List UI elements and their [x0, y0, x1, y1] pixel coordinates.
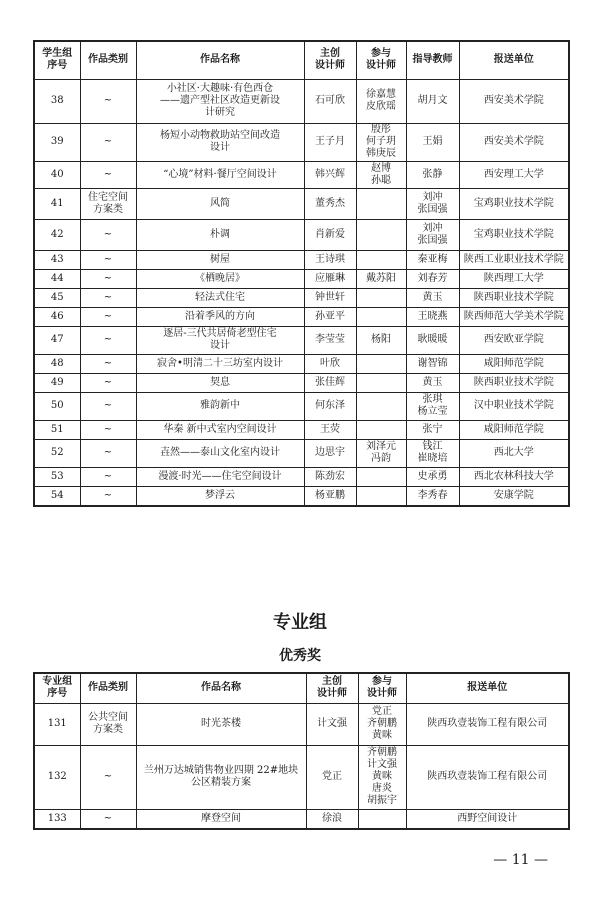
- header-cell: 主创 设计师: [306, 673, 358, 703]
- section-subtitle: 优秀奖: [279, 648, 321, 664]
- table-cell: 陕西职业技术学院: [459, 288, 569, 307]
- table-cell: ~: [80, 219, 136, 250]
- table-row: [34, 392, 569, 420]
- table-row: [34, 486, 569, 506]
- table-cell: [356, 288, 406, 307]
- table-row: [34, 439, 569, 467]
- table-cell: 边思宇: [304, 439, 356, 467]
- table-cell: 梦浮云: [136, 486, 304, 506]
- table-cell: 张静: [406, 161, 459, 188]
- table-cell: [356, 486, 406, 506]
- table-cell: 李秀春: [406, 486, 459, 506]
- table-cell: 王娟: [406, 123, 459, 161]
- table-cell: 沿着季风的方向: [136, 307, 304, 326]
- table-cell: 46: [34, 307, 80, 326]
- student-table-body: [34, 79, 569, 506]
- table-cell: 40: [34, 161, 80, 188]
- table-cell: 西北大学: [459, 439, 569, 467]
- student-award-table: [33, 40, 570, 507]
- table-cell: 秦亚梅: [406, 250, 459, 269]
- table-cell: 45: [34, 288, 80, 307]
- table-row: [34, 250, 569, 269]
- table-cell: 42: [34, 219, 80, 250]
- table-cell: 陕西理工大学: [459, 269, 569, 288]
- table-cell: 计文强: [306, 703, 358, 745]
- table-cell: 48: [34, 354, 80, 373]
- table-cell: ~: [80, 745, 136, 809]
- table-cell: ~: [80, 250, 136, 269]
- table-row: [34, 161, 569, 188]
- table-cell: 50: [34, 392, 80, 420]
- table-cell: 董秀杰: [304, 188, 356, 219]
- table-cell: ~: [80, 373, 136, 392]
- table-row: [34, 123, 569, 161]
- table-cell: 刘春芳: [406, 269, 459, 288]
- table-cell: 风简: [136, 188, 304, 219]
- table-cell: 陕西职业技术学院: [459, 373, 569, 392]
- table-cell: 殷彤 何子玥 韩庚辰: [356, 123, 406, 161]
- table-cell: 宝鸡职业技术学院: [459, 219, 569, 250]
- table-header-row: [34, 673, 569, 703]
- table-cell: [356, 392, 406, 420]
- table-cell: 应雁琳: [304, 269, 356, 288]
- table-cell: 陕西工业职业技术学院: [459, 250, 569, 269]
- table-cell: 壵然——泰山文化室内设计: [136, 439, 304, 467]
- table-cell: 西安理工大学: [459, 161, 569, 188]
- table-cell: 黄玉: [406, 288, 459, 307]
- header-cell: 主创 设计师: [304, 41, 356, 79]
- table-cell: [356, 188, 406, 219]
- header-cell: 专业组 序号: [34, 673, 80, 703]
- table-cell: [356, 373, 406, 392]
- table-row: [34, 288, 569, 307]
- table-cell: 徐浪: [306, 809, 358, 829]
- table-cell: 《栖晚居》: [136, 269, 304, 288]
- table-cell: 孙亚平: [304, 307, 356, 326]
- table-cell: 钟世轩: [304, 288, 356, 307]
- table-cell: 133: [34, 809, 80, 829]
- table-cell: 黄玉: [406, 373, 459, 392]
- table-cell: 咸阳师范学院: [459, 420, 569, 439]
- table-row: [34, 703, 569, 745]
- table-cell: ~: [80, 79, 136, 123]
- table-cell: ~: [80, 269, 136, 288]
- table-cell: 谢智锦: [406, 354, 459, 373]
- table-cell: 何东泽: [304, 392, 356, 420]
- table-cell: 雅韵新中: [136, 392, 304, 420]
- table-row: [34, 354, 569, 373]
- table-cell: [356, 219, 406, 250]
- table-cell: 杨亚鹏: [304, 486, 356, 506]
- table-cell: 咸阳师范学院: [459, 354, 569, 373]
- header-cell: 作品类别: [80, 673, 136, 703]
- table-cell: [356, 307, 406, 326]
- table-cell: 朴调: [136, 219, 304, 250]
- table-cell: 杨阳: [356, 326, 406, 354]
- table-cell: 叶欣: [304, 354, 356, 373]
- table-cell: ~: [80, 439, 136, 467]
- table-cell: 王荧: [304, 420, 356, 439]
- table-cell: 西安美术学院: [459, 79, 569, 123]
- table-cell: ~: [80, 809, 136, 829]
- table-cell: 47: [34, 326, 80, 354]
- table-cell: 44: [34, 269, 80, 288]
- table-row: [34, 219, 569, 250]
- table-row: [34, 326, 569, 354]
- table-cell: ~: [80, 392, 136, 420]
- table-row: [34, 467, 569, 486]
- table-row: [34, 307, 569, 326]
- table-cell: [358, 809, 406, 829]
- table-row: [34, 373, 569, 392]
- table-cell: 39: [34, 123, 80, 161]
- table-cell: 摩登空间: [136, 809, 306, 829]
- table-cell: 43: [34, 250, 80, 269]
- table-row: [34, 79, 569, 123]
- table-cell: 时光茶楼: [136, 703, 306, 745]
- table-cell: 逐居-三代共居倚老型住宅 设计: [136, 326, 304, 354]
- table-cell: 肖新爱: [304, 219, 356, 250]
- header-cell: 学生组 序号: [34, 41, 80, 79]
- table-cell: ~: [80, 486, 136, 506]
- table-cell: “心境”材料·餐厅空间设计: [136, 161, 304, 188]
- table-cell: 住宅空间 方案类: [80, 188, 136, 219]
- table-row: [34, 269, 569, 288]
- table-cell: 汉中职业技术学院: [459, 392, 569, 420]
- table-cell: 陕西玖壹装饰工程有限公司: [406, 745, 569, 809]
- table-cell: 胡月文: [406, 79, 459, 123]
- table-cell: 韩兴辉: [304, 161, 356, 188]
- table-cell: [356, 354, 406, 373]
- table-cell: [356, 420, 406, 439]
- table-cell: 张宁: [406, 420, 459, 439]
- header-cell: 参与 设计师: [358, 673, 406, 703]
- table-cell: 王晓燕: [406, 307, 459, 326]
- table-cell: ~: [80, 326, 136, 354]
- table-cell: 陈劲宏: [304, 467, 356, 486]
- table-cell: 李莹莹: [304, 326, 356, 354]
- table-cell: 石可欣: [304, 79, 356, 123]
- table-cell: ~: [80, 467, 136, 486]
- page-number: — 11 —: [493, 852, 548, 868]
- header-cell: 作品名称: [136, 41, 304, 79]
- header-cell: 参与 设计师: [356, 41, 406, 79]
- table-cell: 宝鸡职业技术学院: [459, 188, 569, 219]
- table-cell: 树屋: [136, 250, 304, 269]
- table-cell: 刘冲 张国强: [406, 188, 459, 219]
- table-row: [34, 188, 569, 219]
- table-cell: 53: [34, 467, 80, 486]
- table-cell: 51: [34, 420, 80, 439]
- table-cell: 张佳辉: [304, 373, 356, 392]
- table-cell: 安康学院: [459, 486, 569, 506]
- header-cell: 作品类别: [80, 41, 136, 79]
- table-cell: 寂舍•明清二十三坊室内设计: [136, 354, 304, 373]
- table-cell: 49: [34, 373, 80, 392]
- table-cell: 杨短小动物救助站空间改造 设计: [136, 123, 304, 161]
- table-cell: 132: [34, 745, 80, 809]
- pro-table-body: [34, 703, 569, 829]
- table-cell: 史承勇: [406, 467, 459, 486]
- table-cell: ~: [80, 123, 136, 161]
- table-row: [34, 420, 569, 439]
- header-cell: 指导教师: [406, 41, 459, 79]
- table-cell: [356, 250, 406, 269]
- table-cell: 契息: [136, 373, 304, 392]
- table-cell: 西北农林科技大学: [459, 467, 569, 486]
- table-cell: 西安美术学院: [459, 123, 569, 161]
- table-cell: 54: [34, 486, 80, 506]
- table-cell: 王子月: [304, 123, 356, 161]
- table-cell: ~: [80, 307, 136, 326]
- table-cell: [356, 467, 406, 486]
- table-cell: 轻法式住宅: [136, 288, 304, 307]
- table-header-row: [34, 41, 569, 79]
- table-row: [34, 745, 569, 809]
- table-cell: 陕西师范大学美术学院: [459, 307, 569, 326]
- header-cell: 报送单位: [406, 673, 569, 703]
- table-cell: ~: [80, 161, 136, 188]
- professional-award-table: [33, 672, 570, 830]
- table-cell: 38: [34, 79, 80, 123]
- table-cell: 华秦 新中式室内空间设计: [136, 420, 304, 439]
- table-cell: 耿暖暖: [406, 326, 459, 354]
- table-cell: 张琪 杨立莹: [406, 392, 459, 420]
- header-cell: 报送单位: [459, 41, 569, 79]
- table-cell: 41: [34, 188, 80, 219]
- header-cell: 作品名称: [136, 673, 306, 703]
- table-cell: 52: [34, 439, 80, 467]
- table-cell: 小社区·大趣味·有色西仓 ——遗产型社区改造更新设 计研究: [136, 79, 304, 123]
- table-cell: 钱江 崔晓培: [406, 439, 459, 467]
- table-cell: 党正: [306, 745, 358, 809]
- table-cell: 兰州万达城销售物业四期 22#地块 公区精装方案: [136, 745, 306, 809]
- table-cell: 王诗琪: [304, 250, 356, 269]
- table-cell: 刘泽元 冯韵: [356, 439, 406, 467]
- section-title: 专业组: [273, 612, 327, 633]
- table-cell: ~: [80, 354, 136, 373]
- table-cell: ~: [80, 420, 136, 439]
- table-row: [34, 809, 569, 829]
- table-cell: 党正 齐朝鹏 黄咪: [358, 703, 406, 745]
- table-cell: 公共空间 方案类: [80, 703, 136, 745]
- table-cell: 西野空间设计: [406, 809, 569, 829]
- table-cell: 徐嘉慧 皮欣瑶: [356, 79, 406, 123]
- table-cell: 戴苏阳: [356, 269, 406, 288]
- table-cell: 漫渡·时光——住宅空间设计: [136, 467, 304, 486]
- table-cell: 赵博 孙聪: [356, 161, 406, 188]
- table-cell: 刘冲 张国强: [406, 219, 459, 250]
- table-cell: 齐朝鹏 计文强 黄咪 唐炎 胡振宇: [358, 745, 406, 809]
- table-cell: 131: [34, 703, 80, 745]
- table-cell: 西安欧亚学院: [459, 326, 569, 354]
- table-cell: ~: [80, 288, 136, 307]
- table-cell: 陕西玖壹装饰工程有限公司: [406, 703, 569, 745]
